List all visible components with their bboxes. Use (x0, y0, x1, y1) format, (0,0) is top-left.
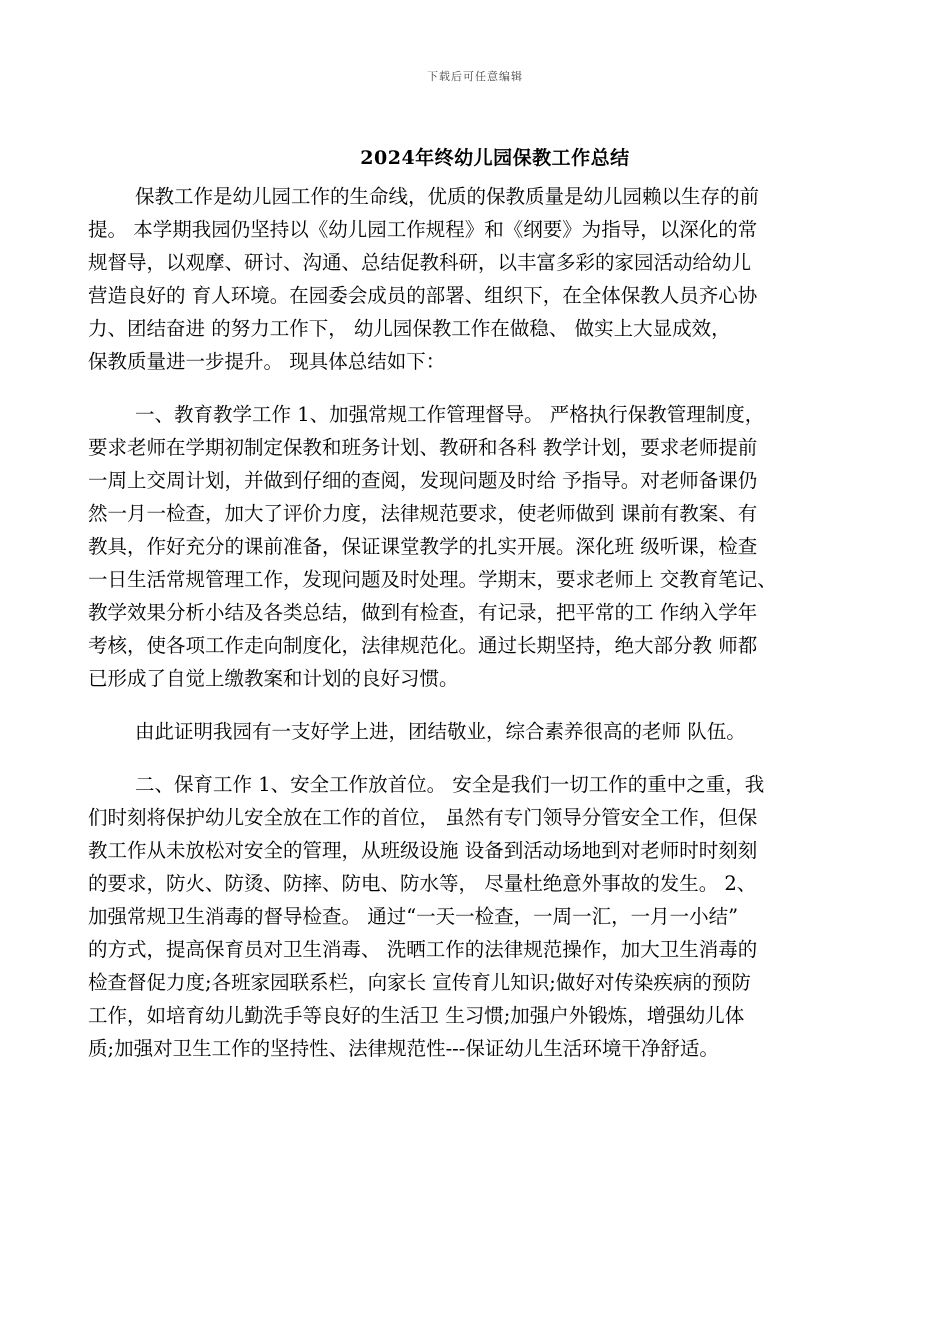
text-line: 已形成了自觉上缴教案和计划的良好习惯。 (88, 667, 459, 690)
document-title: 2024年终幼儿园保教工作总结 (360, 147, 630, 169)
text-line: 保教质量进一步提升。 现具体总结如下： (88, 350, 446, 373)
paragraph-teaching (88, 398, 878, 695)
paragraph-intro (88, 180, 878, 378)
paragraph-care (88, 768, 878, 1065)
text-line: 然一月一检查，加大了评价力度，法律规范要求，使老师做到 课前有教案、有 (88, 502, 758, 525)
text-line: 们时刻将保护幼儿安全放在工作的首位， 虽然有专门领导分管安全工作，但保 (88, 806, 758, 829)
text-line: 提。 本学期我园仍坚持以《幼儿园工作规程》和《纲要》为指导，以深化的常 (88, 218, 758, 241)
text-line: 一、教育教学工作 1、加强常规工作管理督导。 严格执行保教管理制度， (135, 403, 765, 426)
text-line: 力、团结奋进 的努力工作下， 幼儿园保教工作在做稳、 做实上大显成效， (88, 317, 731, 340)
text-line: 质;加强对卫生工作的坚持性、法律规范性---保证幼儿生活环境干净舒适。 (88, 1037, 719, 1060)
text-line: 一日生活常规管理工作，发现问题及时处理。学期末，要求老师上 交教育笔记、 (88, 568, 777, 591)
text-line: 要求老师在学期初制定保教和班务计划、教研和各科 教学计划，要求老师提前 (88, 436, 758, 459)
text-line: 的要求，防火、防烫、防摔、防电、防水等， 尽量杜绝意外事故的发生。 2、 (88, 872, 757, 895)
text-line: 一周上交周计划，并做到仔细的查阅，发现问题及时给 予指导。对老师备课仍 (88, 469, 758, 492)
text-line: 考核，使各项工作走向制度化，法律规范化。通过长期坚持，绝大部分教 师都 (88, 634, 758, 657)
text-line: 的方式，提高保育员对卫生消毒、 洗晒工作的法律规范操作，加大卫生消毒的 (88, 938, 758, 961)
paragraph-team (88, 715, 878, 748)
text-line: 教工作从未放松对安全的管理，从班级设施 设备到活动场地到对老师时时刻刻 (88, 839, 758, 862)
document-body (88, 180, 878, 1085)
text-line: 加强常规卫生消毒的督导检查。 通过“一天一检查，一周一汇，一月一小结” (88, 905, 739, 928)
text-line: 二、保育工作 1、安全工作放首位。 安全是我们一切工作的重中之重，我 (135, 773, 765, 796)
text-line: 营造良好的 育人环境。在园委会成员的部署、组织下，在全体保教人员齐心协 (88, 284, 758, 307)
text-line: 规督导，以观摩、研讨、沟通、总结促教科研，以丰富多彩的家园活动给幼儿 (88, 251, 752, 274)
text-line: 检查督促力度;各班家园联系栏，向家长 宣传育儿知识;做好对传染疾病的预防 (88, 971, 751, 994)
text-line: 由此证明我园有一支好学上进，团结敬业，综合素养很高的老师 队伍。 (135, 720, 746, 743)
text-line: 教具，作好充分的课前准备，保证课堂教学的扎实开展。深化班 级听课，检查 (88, 535, 758, 558)
text-line: 教学效果分析小结及各类总结，做到有检查，有记录，把平常的工 作纳入学年 (88, 601, 758, 624)
text-line: 工作，如培育幼儿勤洗手等良好的生活卫 生习惯;加强户外锻炼，增强幼儿体 (88, 1004, 745, 1027)
header-note: 下载后可任意编辑 (427, 70, 523, 83)
text-line: 保教工作是幼儿园工作的生命线，优质的保教质量是幼儿园赖以生存的前 (135, 185, 760, 208)
